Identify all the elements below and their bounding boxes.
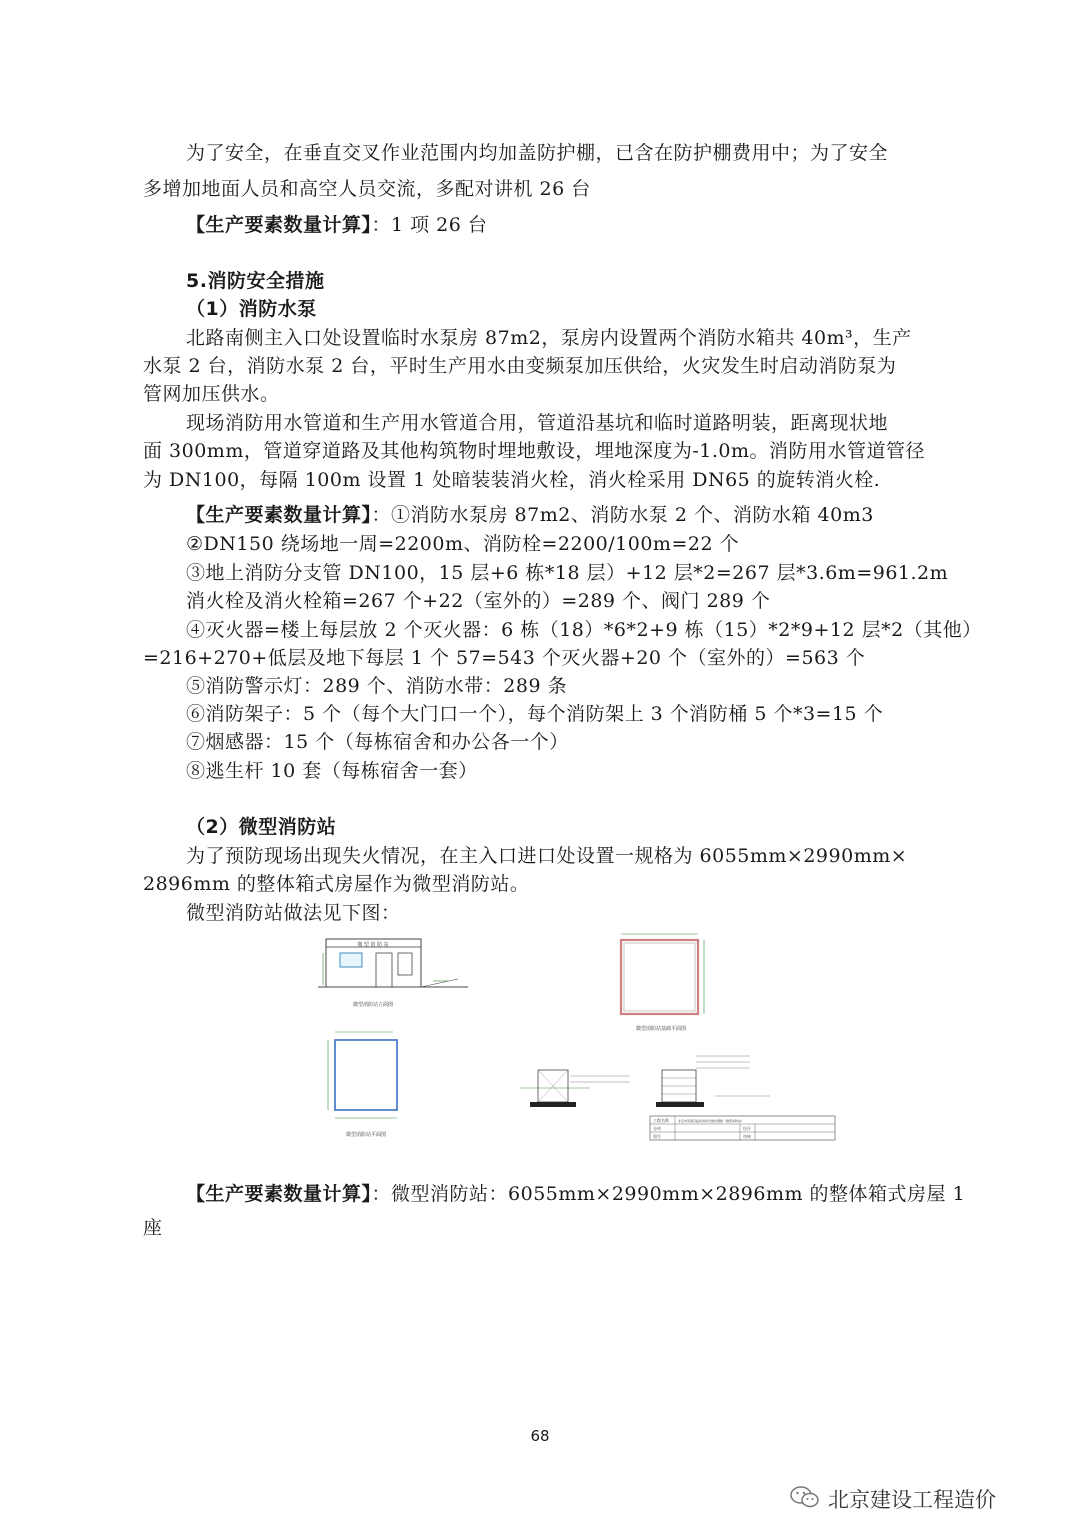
elevation-caption: 微型消防站立面图	[352, 1002, 394, 1008]
calc-value: ：1 项 26 台	[371, 214, 488, 236]
paragraph-line: 水泵 2 台，消防水泵 2 台，平时生产用水由变频泵加压供给，火灾发生时启动消防泵为	[143, 355, 897, 377]
calc-item: ⑧逃生杆 10 套（每栋宿舍一套）	[186, 760, 478, 782]
calc-item: ⑥消防架子：5 个（每个大门口一个），每个消防架上 3 个消防桶 5 个*3=15 个	[186, 703, 884, 725]
table-sub-label: 分项	[653, 1126, 661, 1131]
calc-line	[186, 211, 487, 239]
calc-item: =216+270+低层及地下每层 1 个 57=543 个灭火器+20 个（室外的）=563 个	[143, 647, 866, 669]
paragraph-line: 2896mm 的整体箱式房屋作为微型消防站。	[143, 873, 530, 895]
floor-plan-drawing	[313, 1022, 413, 1142]
calc-item: ④灭火器=楼上每层放 2 个灭火器：6 栋（18）*6*2+9 栋（15）*2*9+12 层*2（其他）	[186, 619, 982, 641]
paragraph-line: 座	[143, 1217, 163, 1239]
table-title: 北京市某项目临时消防设施布置图（微型消防站）	[678, 1119, 745, 1123]
calc-item: ②DN150 绕场地一周=2200m、消防栓=2200/100m=22 个	[186, 533, 740, 555]
calc-label: 【生产要素数量计算】	[186, 214, 372, 236]
watermark	[790, 1484, 996, 1514]
page-number: 68	[530, 1427, 550, 1445]
paragraph-line: 面 300mm，管道穿道路及其他构筑物时埋地敷设，埋地深度为-1.0m。消防用水管道管径	[143, 440, 925, 462]
wechat-icon	[790, 1485, 820, 1514]
watermark-text: 北京建设工程造价	[828, 1488, 996, 1512]
calc-item: ⑤消防警示灯：289 个、消防水带：289 条	[186, 675, 568, 697]
calc-line	[186, 1180, 965, 1208]
paragraph-line: 北路南侧主入口处设置临时水泵房 87m2，泵房内设置两个消防水箱共 40m³，生产	[186, 327, 912, 349]
paragraph-line: 微型消防站做法见下图：	[186, 902, 401, 924]
calc-item: ⑦烟感器：15 个（每栋宿舍和办公各一个）	[186, 731, 569, 753]
table-review-label: 审核	[743, 1134, 751, 1139]
paragraph-line: 现场消防用水管道和生产用水管道合用，管道沿基坑和临时道路明装，距离现状地	[186, 412, 889, 434]
section-details-drawing	[510, 1048, 840, 1143]
calc-value: ：①消防水泵房 87m2、消防水泵 2 个、消防水箱 40m3	[371, 504, 874, 526]
calc-item: ③地上消防分支管 DN100，15 层+6 栋*18 层）+12 层*2=267 层*3.6m=961.2m	[186, 562, 949, 584]
calc-item: 消火栓及消火栓箱=267 个+22（室外的）=289 个、阀门 289 个	[186, 590, 771, 612]
table-drawing-label: 图号	[653, 1134, 661, 1139]
calc-label: 【生产要素数量计算】	[186, 1183, 372, 1205]
table-design-label: 设计	[743, 1126, 751, 1131]
subsection-heading: （2）微型消防站	[186, 816, 337, 838]
calc-label: 【生产要素数量计算】	[186, 504, 372, 526]
foundation-plan-drawing	[606, 926, 716, 1036]
calc-value: ：微型消防站：6055mm×2990mm×2896mm 的整体箱式房屋 1	[371, 1183, 966, 1205]
paragraph-line: 为了预防现场出现失火情况，在主入口进口处设置一规格为 6055mm×2990mm×	[186, 845, 908, 867]
subsection-heading: （1）消防水泵	[186, 298, 317, 320]
paragraph-line: 为了安全，在垂直交叉作业范围内均加盖防护棚，已含在防护棚费用中；为了安全	[186, 142, 889, 164]
paragraph-line: 为 DN100，每隔 100m 设置 1 处暗装装消火栓，消火栓采用 DN65 的旋转消火栓.	[143, 469, 881, 491]
foundation-caption: 微型消防站基础平面图	[635, 1026, 687, 1032]
table-project-label: 工程名称	[653, 1118, 669, 1123]
calc-line	[186, 501, 874, 529]
elevation-title: 微 型 消 防 站	[357, 942, 389, 948]
floor-caption: 微型消防站平面图	[345, 1132, 387, 1138]
paragraph-line: 多增加地面人员和高空人员交流，多配对讲机 26 台	[143, 178, 591, 200]
elevation-drawing	[318, 935, 468, 1020]
paragraph-line: 管网加压供水。	[143, 383, 280, 405]
section-heading: 5.消防安全措施	[186, 270, 325, 292]
